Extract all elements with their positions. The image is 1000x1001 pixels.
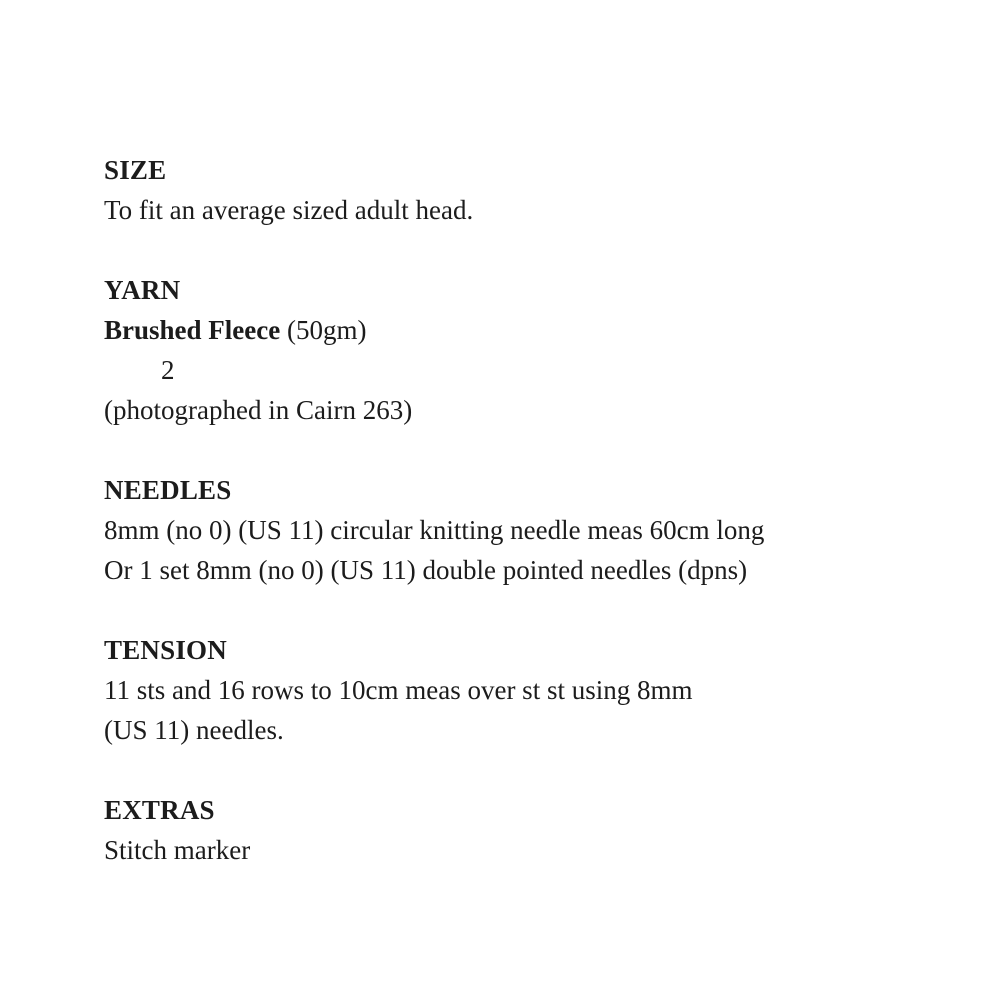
needles-line-circular: 8mm (no 0) (US 11) circular knitting needle meas 60cm long: [104, 515, 765, 545]
pattern-details: [104, 150, 964, 910]
yarn-heading: YARN: [104, 275, 181, 305]
tension-heading: TENSION: [104, 635, 227, 665]
needles-line-dpns: Or 1 set 8mm (no 0) (US 11) double pointed needles (dpns): [104, 555, 748, 585]
size-section: [104, 150, 964, 230]
yarn-weight: (50gm): [280, 315, 367, 345]
extras-heading: EXTRAS: [104, 795, 215, 825]
yarn-name: Brushed Fleece: [104, 315, 281, 345]
tension-line-1: 11 sts and 16 rows to 10cm meas over st st using 8mm: [104, 675, 693, 705]
yarn-photographed-note: (photographed in Cairn 263): [104, 395, 413, 425]
yarn-line: [104, 310, 964, 350]
needles-section: [104, 470, 964, 590]
extras-section: [104, 790, 964, 870]
needles-heading: NEEDLES: [104, 475, 232, 505]
extras-text: Stitch marker: [104, 835, 251, 865]
size-text: To fit an average sized adult head.: [104, 195, 474, 225]
size-heading: SIZE: [104, 155, 167, 185]
yarn-quantity: 2: [161, 355, 175, 385]
tension-line-2: (US 11) needles.: [104, 715, 284, 745]
tension-section: [104, 630, 964, 750]
yarn-section: [104, 270, 964, 430]
